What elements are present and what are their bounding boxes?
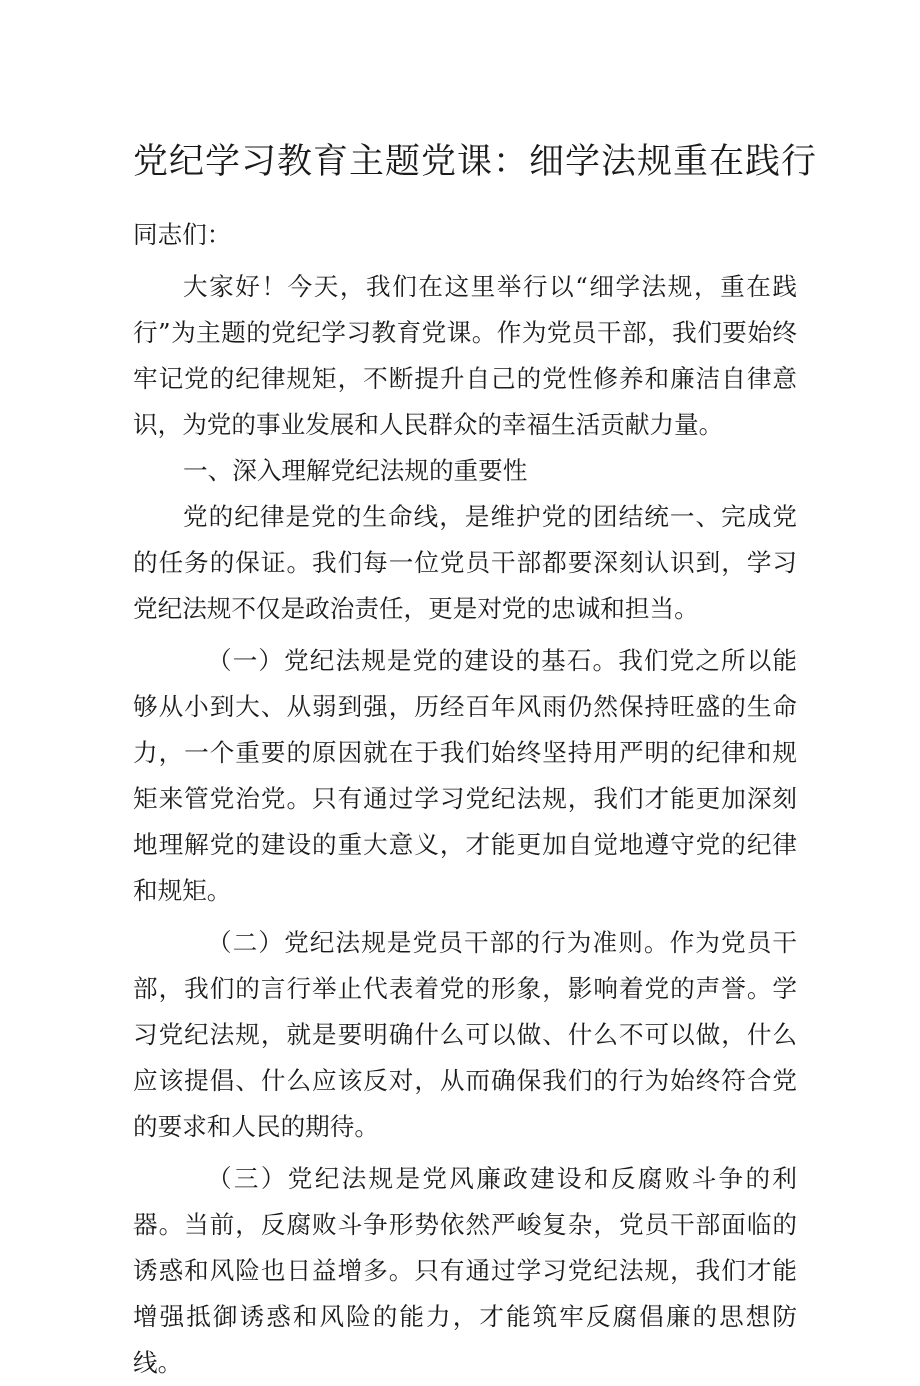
section-heading-1: 一、深入理解党纪法规的重要性 (183, 456, 528, 485)
paragraph-point-2: （二）党纪法规是党员干部的行为准则。作为党员干部，我们的言行举止代表着党的形象，影响着党的声誉。学习党纪法规，就是要明确什么可以做、什么不可以做，什么应该提倡、什么应该反对，从而确保我们的行为始终符合党的要求和人民的期待。 (133, 928, 797, 1141)
paragraph-intro: 党的纪律是党的生命线，是维护党的团结统一、完成党的任务的保证。我们每一位党员干部都要深刻认识到，学习党纪法规不仅是政治责任，更是对党的忠诚和担当。 (133, 502, 797, 623)
salutation: 同志们： (133, 220, 232, 249)
paragraph-greeting: 大家好！今天，我们在这里举行以“细学法规，重在践行”为主题的党纪学习教育党课。作为党员干部，我们要始终牢记党的纪律规矩，不断提升自己的党性修养和廉洁自律意识，为党的事业发展和人民群众的幸福生活贡献力量。 (133, 272, 797, 439)
document-body (133, 212, 797, 1386)
paragraph-point-3: （三）党纪法规是党风廉政建设和反腐败斗争的利器。当前，反腐败斗争形势依然严峻复杂，党员干部面临的诱惑和风险也日益增多。只有通过学习党纪法规，我们才能增强抵御诱惑和风险的能力，才能筑牢反腐倡廉的思想防线。 (133, 1164, 797, 1377)
document-title: 党纪学习教育主题党课：细学法规重在践行 (133, 142, 818, 182)
paragraph-point-1: （一）党纪法规是党的建设的基石。我们党之所以能够从小到大、从弱到强，历经百年风雨仍然保持旺盛的生命力，一个重要的原因就在于我们始终坚持用严明的纪律和规矩来管党治党。只有通过学习党纪法规，我们才能更加深刻地理解党的建设的重大意义，才能更加自觉地遵守党的纪律和规矩。 (133, 646, 797, 905)
